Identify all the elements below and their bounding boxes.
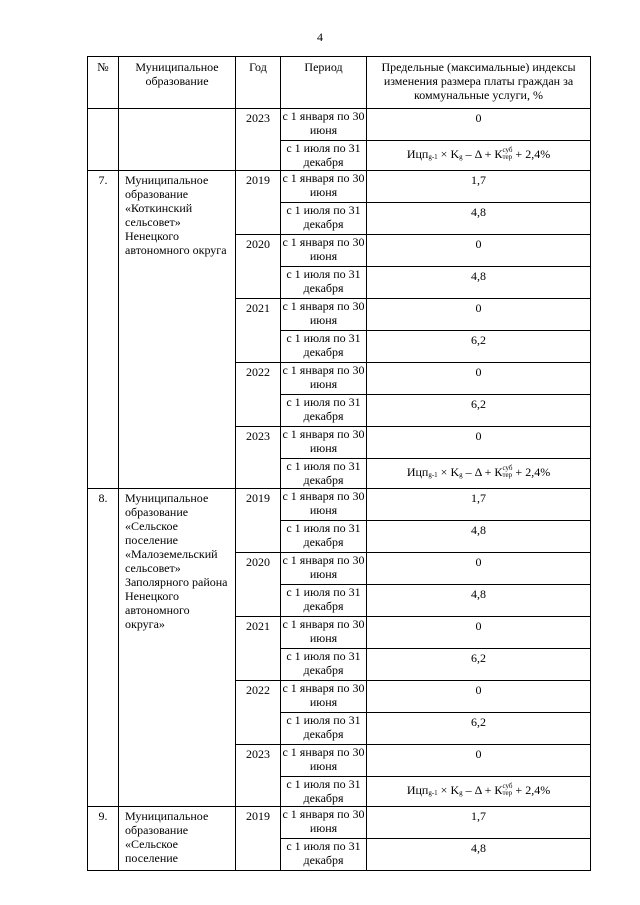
- formula-sub-k: g: [459, 153, 463, 161]
- period-cell: с 1 января по 30 июня: [281, 427, 367, 459]
- period-cell: с 1 июля по 31 декабря: [281, 521, 367, 553]
- index-value: 1,7: [367, 171, 591, 203]
- index-value: 1,7: [367, 489, 591, 521]
- index-value: 4,8: [367, 267, 591, 299]
- header-index: Предельные (максимальные) индексы изменения размера платы граждан за коммунальные услуги, %: [367, 57, 591, 109]
- period-cell: с 1 июля по 31 декабря: [281, 459, 367, 489]
- index-value: 6,2: [367, 713, 591, 745]
- table-row: [88, 489, 591, 521]
- period-cell: с 1 июля по 31 декабря: [281, 777, 367, 807]
- period-cell: с 1 июля по 31 декабря: [281, 203, 367, 235]
- table-row: [88, 807, 591, 839]
- formula-sub-ter: тер: [502, 153, 513, 162]
- formula-supsub: [502, 147, 512, 161]
- year-cell: 2019: [236, 489, 281, 553]
- formula-sub-main: g-1: [428, 153, 438, 161]
- year-cell: 2022: [236, 363, 281, 427]
- period-cell: с 1 июля по 31 декабря: [281, 649, 367, 681]
- municipality-name: Муниципальное образование «Сельское поселение «Малоземельский сельсовет» Заполярного района Ненецкого автономного округа»: [119, 489, 236, 807]
- row-number: 8.: [88, 489, 119, 807]
- period-cell: с 1 января по 30 июня: [281, 553, 367, 585]
- index-value: 0: [367, 617, 591, 649]
- period-cell: с 1 июля по 31 декабря: [281, 585, 367, 617]
- formula-sub-ter: тер: [502, 471, 513, 480]
- year-cell: 2022: [236, 681, 281, 745]
- formula-sub-k: g: [459, 471, 463, 479]
- year-cell: 2023: [236, 427, 281, 489]
- year-cell: 2019: [236, 171, 281, 235]
- index-value: 0: [367, 299, 591, 331]
- year-cell: 2019: [236, 807, 281, 871]
- index-value: 0: [367, 363, 591, 395]
- period-cell: с 1 января по 30 июня: [281, 681, 367, 713]
- year-cell: 2020: [236, 553, 281, 617]
- header-period: Период: [281, 57, 367, 109]
- formula-sub-main: g-1: [428, 471, 438, 479]
- page-number: 4: [317, 30, 323, 44]
- period-cell: с 1 июля по 31 декабря: [281, 267, 367, 299]
- period-cell: с 1 января по 30 июня: [281, 171, 367, 203]
- index-value: 4,8: [367, 839, 591, 871]
- period-cell: с 1 января по 30 июня: [281, 617, 367, 649]
- index-value: 6,2: [367, 395, 591, 427]
- period-cell: с 1 января по 30 июня: [281, 109, 367, 141]
- formula-supsub: [502, 465, 512, 479]
- year-cell: 2023: [236, 745, 281, 807]
- period-cell: с 1 июля по 31 декабря: [281, 331, 367, 363]
- index-value: 0: [367, 681, 591, 713]
- tariff-index-table: [87, 56, 591, 871]
- index-value: 4,8: [367, 203, 591, 235]
- year-cell: 2021: [236, 299, 281, 363]
- index-value: 0: [367, 235, 591, 267]
- formula-sup: суб: [502, 782, 513, 791]
- index-formula: [367, 141, 591, 171]
- index-value: 6,2: [367, 649, 591, 681]
- table-row: [88, 171, 591, 203]
- formula-text: Ицпg-1 × Kg – Δ + К суб тер + 2,4%: [406, 464, 551, 480]
- index-value: 0: [367, 553, 591, 585]
- table-header-row: [88, 57, 591, 109]
- formula-sub-main: g-1: [428, 789, 438, 797]
- index-value: 4,8: [367, 521, 591, 553]
- period-cell: с 1 июля по 31 декабря: [281, 713, 367, 745]
- formula-text: Ицпg-1 × Kg – Δ + К суб тер + 2,4%: [406, 782, 551, 798]
- index-value: 4,8: [367, 585, 591, 617]
- formula-text: Ицпg-1 × Kg – Δ + К суб тер + 2,4%: [406, 146, 551, 162]
- index-value: 6,2: [367, 331, 591, 363]
- municipality-name: [119, 109, 236, 171]
- formula-supsub: [502, 783, 512, 797]
- municipality-name: Муниципальное образование «Сельское поселение: [119, 807, 236, 871]
- year-cell: 2021: [236, 617, 281, 681]
- index-formula: [367, 777, 591, 807]
- formula-sub-ter: тер: [502, 789, 513, 798]
- formula-sup: суб: [502, 146, 513, 155]
- index-formula: [367, 459, 591, 489]
- row-number: [88, 109, 119, 171]
- table-body: [88, 57, 591, 871]
- index-value: 0: [367, 109, 591, 141]
- period-cell: с 1 июля по 31 декабря: [281, 395, 367, 427]
- year-cell: 2023: [236, 109, 281, 171]
- index-value: 1,7: [367, 807, 591, 839]
- period-cell: с 1 января по 30 июня: [281, 299, 367, 331]
- period-cell: с 1 июля по 31 декабря: [281, 839, 367, 871]
- header-num: №: [88, 57, 119, 109]
- period-cell: с 1 января по 30 июня: [281, 807, 367, 839]
- row-number: 9.: [88, 807, 119, 871]
- period-cell: с 1 января по 30 июня: [281, 489, 367, 521]
- index-value: 0: [367, 745, 591, 777]
- period-cell: с 1 января по 30 июня: [281, 235, 367, 267]
- period-cell: с 1 июля по 31 декабря: [281, 141, 367, 171]
- header-year: Год: [236, 57, 281, 109]
- table-row: [88, 109, 591, 141]
- period-cell: с 1 января по 30 июня: [281, 745, 367, 777]
- formula-sup: суб: [502, 464, 513, 473]
- municipality-name: Муниципальное образование «Коткинский сельсовет» Ненецкого автономного округа: [119, 171, 236, 489]
- row-number: 7.: [88, 171, 119, 489]
- header-municipality: Муниципальное образование: [119, 57, 236, 109]
- year-cell: 2020: [236, 235, 281, 299]
- formula-sub-k: g: [459, 789, 463, 797]
- period-cell: с 1 января по 30 июня: [281, 363, 367, 395]
- index-value: 0: [367, 427, 591, 459]
